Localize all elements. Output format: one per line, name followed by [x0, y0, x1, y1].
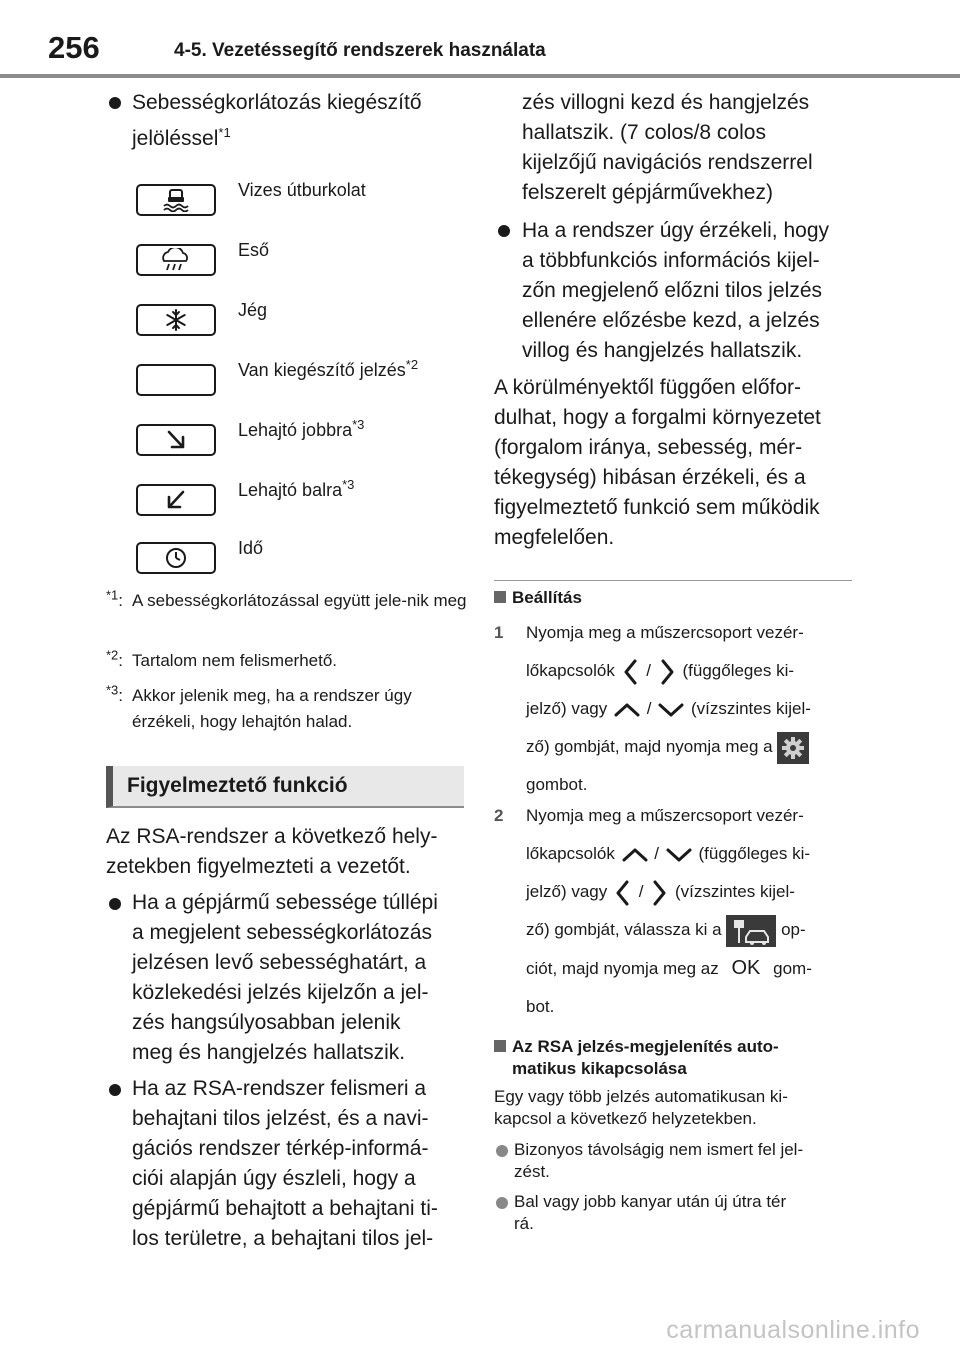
- intro-bullet-line2: jelöléssel$^{*1}$: [132, 125, 231, 150]
- footnote: [106, 648, 466, 676]
- bullet-icon: [496, 1145, 508, 1157]
- bullet-line: los területre, a behajtani tilos jel-: [132, 1227, 434, 1250]
- bullet-line: jelzésen levő sebességhatárt, a: [132, 951, 427, 974]
- chevron-right-icon: [656, 657, 678, 687]
- watermark: carmanualsonline.info: [666, 1316, 920, 1344]
- section-intro-line: Az RSA-rendszer a következő hely-: [106, 825, 438, 848]
- square-bullet-icon: [494, 1040, 506, 1052]
- step-text: bot.: [526, 997, 555, 1016]
- step-text-line: ző) gombját, válassza ki a op-: [526, 911, 856, 949]
- exit-right-arrow-icon: [136, 424, 216, 456]
- step-text: gombot.: [526, 775, 588, 794]
- bullet-icon: [109, 1084, 121, 1096]
- rain-icon: [136, 244, 216, 276]
- bullet-line: gépjármű behajtott a behajtani ti-: [132, 1197, 438, 1220]
- step-text-line: jelző) vagy / (vízszintes kijel-: [526, 699, 811, 718]
- continuation-line: felszerelt gépjárművekhez): [522, 181, 773, 204]
- bullet-line: gációs rendszer térkép-informá-: [132, 1137, 429, 1160]
- exit-left-arrow-icon: [136, 484, 216, 516]
- clock-icon: [136, 542, 216, 574]
- step-text-line: ző) gombját, majd nyomja meg a: [526, 728, 856, 766]
- paragraph-line: (forgalom iránya, sebesség, mér-: [494, 436, 803, 459]
- footnote-mark: $^{*2}$:: [106, 647, 124, 670]
- chevron-up-icon: [612, 700, 642, 720]
- step-2: [494, 797, 854, 1029]
- bullet-icon: [498, 225, 510, 237]
- sign-label: Lehajtó balra$^{*3}$: [238, 477, 355, 500]
- sign-row-rain: [136, 240, 466, 280]
- auto-off-heading-line2: matikus kikapcsolása: [512, 1059, 687, 1078]
- bullet-icon: [109, 97, 121, 109]
- step-text-line: lőkapcsolók / (függőleges ki-: [526, 652, 856, 690]
- step-text: Nyomja meg a műszercsoport vezér-: [526, 806, 804, 825]
- sign-label: Vizes útburkolat: [238, 180, 366, 200]
- step-1: [494, 614, 854, 804]
- bullet-icon: [496, 1197, 508, 1209]
- page-number: 256: [48, 30, 100, 65]
- step-number: 1: [494, 623, 504, 642]
- sign-label: Eső: [238, 240, 270, 260]
- bullet-line: Ha az RSA-rendszer felismeri a: [132, 1077, 427, 1100]
- footnote-text: Akkor jelenik meg, ha a rendszer úgy érzékeli, hogy lehajtón halad.: [132, 686, 412, 731]
- paragraph-line: dulhat, hogy a forgalmi környezetet: [494, 406, 821, 429]
- sign-row-exit-left: [136, 477, 466, 520]
- bullet-line: villog és hangjelzés hallatszik.: [522, 339, 803, 362]
- chevron-down-icon: [664, 845, 694, 865]
- sign-row-time: [136, 538, 466, 578]
- sign-row-exit-right: [136, 417, 466, 460]
- step-text-line: ciót, majd nyomja meg az OK gom-: [526, 957, 812, 979]
- bullet-line: a megjelent sebességkorlátozás: [132, 921, 433, 944]
- footnote: [106, 683, 466, 737]
- continuation-line: kijelzőjű navigációs rendszerrel: [522, 151, 813, 174]
- blank-sign-icon: [136, 364, 216, 396]
- section-title: Figyelmeztető funkció: [127, 774, 348, 797]
- section-divider: [494, 580, 852, 581]
- step-text-line: jelző) vagy / (vízszintes kijel-: [526, 873, 856, 911]
- chapter-title: 4-5. Vezetéssegítő rendszerek használata: [174, 40, 546, 61]
- sign-label: Jég: [238, 300, 268, 320]
- sign-label: Idő: [238, 538, 264, 558]
- bullet-line: behajtani tilos jelzést, és a navi-: [132, 1107, 429, 1130]
- sign-label: Lehajtó jobbra$^{*3}$: [238, 417, 365, 440]
- sign-label: Van kiegészítő jelzés$^{*2}$: [238, 357, 419, 380]
- snowflake-icon: [136, 304, 216, 336]
- paragraph-line: figyelmeztető funkció sem működik: [494, 496, 820, 519]
- paragraph-line: megfelelően.: [494, 526, 615, 549]
- chevron-up-icon: [620, 845, 650, 865]
- bullet-line: a többfunkciós információs kijel-: [522, 249, 820, 272]
- settings-heading: Beállítás: [494, 587, 582, 609]
- step-text: Nyomja meg a műszercsoport vezér-: [526, 623, 804, 642]
- bullet-line: közlekedési jelzés kijelzőn a jel-: [132, 981, 429, 1004]
- auto-off-heading: Az RSA jelzés-megjelenítés auto-: [494, 1036, 779, 1058]
- bullet-line: Ha a gépjármű sebessége túllépi: [132, 891, 438, 914]
- gear-icon: [777, 732, 809, 764]
- auto-off-intro: Egy vagy több jelzés automatikusan ki-: [494, 1087, 788, 1106]
- auto-off-item: rá.: [514, 1214, 534, 1233]
- section-heading: [106, 766, 464, 808]
- sign-row-supplementary: [136, 357, 466, 400]
- sign-row-ice: [136, 300, 466, 340]
- auto-off-item: zést.: [514, 1162, 550, 1181]
- continuation-line: zés villogni kezd és hangjelzés: [522, 91, 810, 114]
- chevron-down-icon: [656, 700, 686, 720]
- step-text-line: lőkapcsolók / (függőleges ki-: [526, 844, 811, 863]
- footnote-mark: $^{*3}$:: [106, 682, 124, 705]
- footnote-mark: $^{*1}$:: [106, 587, 124, 610]
- step-number: 2: [494, 806, 504, 825]
- chevron-right-icon: [648, 878, 670, 908]
- bullet-line: zés hangsúlyosabban jelenik: [132, 1011, 401, 1034]
- sign-row-wet-road: [136, 180, 466, 220]
- bullet-line: meg és hangjelzés hallatszik.: [132, 1041, 406, 1064]
- header-divider: [0, 74, 960, 78]
- auto-off-item: Bizonyos távolságig nem ismert fel jel-: [514, 1140, 804, 1159]
- footnote-text: Tartalom nem felismerhető.: [132, 651, 338, 670]
- bullet-line: ellenére előzésbe kezd, a jelzés: [522, 309, 820, 332]
- road-sign-assist-icon: [726, 915, 776, 947]
- auto-off-intro: kapcsol a következő helyzetekben.: [494, 1109, 757, 1128]
- wet-road-icon: [136, 184, 216, 216]
- footnote: [106, 588, 466, 642]
- chevron-left-icon: [620, 657, 642, 687]
- intro-bullet-line1: Sebességkorlátozás kiegészítő: [132, 91, 422, 114]
- bullet-icon: [109, 898, 121, 910]
- footnote-text: A sebességkorlátozással együtt jele-nik meg: [132, 591, 467, 610]
- continuation-line: hallatszik. (7 colos/8 colos: [522, 121, 766, 144]
- paragraph-line: A körülményektől függően előfor-: [494, 376, 802, 399]
- auto-off-item: Bal vagy jobb kanyar után új útra tér: [514, 1192, 787, 1211]
- square-bullet-icon: [494, 591, 506, 603]
- chevron-left-icon: [612, 878, 634, 908]
- ok-icon: OK: [731, 957, 761, 979]
- bullet-line: zőn megjelenő előzni tilos jelzés: [522, 279, 822, 302]
- bullet-line: Ha a rendszer úgy érzékeli, hogy: [522, 219, 829, 242]
- paragraph-line: tékegység) hibásan érzékeli, és a: [494, 466, 806, 489]
- section-intro-line: zetekben figyelmezteti a vezetőt.: [106, 855, 411, 878]
- bullet-line: ciói alapján úgy észleli, hogy a: [132, 1167, 416, 1190]
